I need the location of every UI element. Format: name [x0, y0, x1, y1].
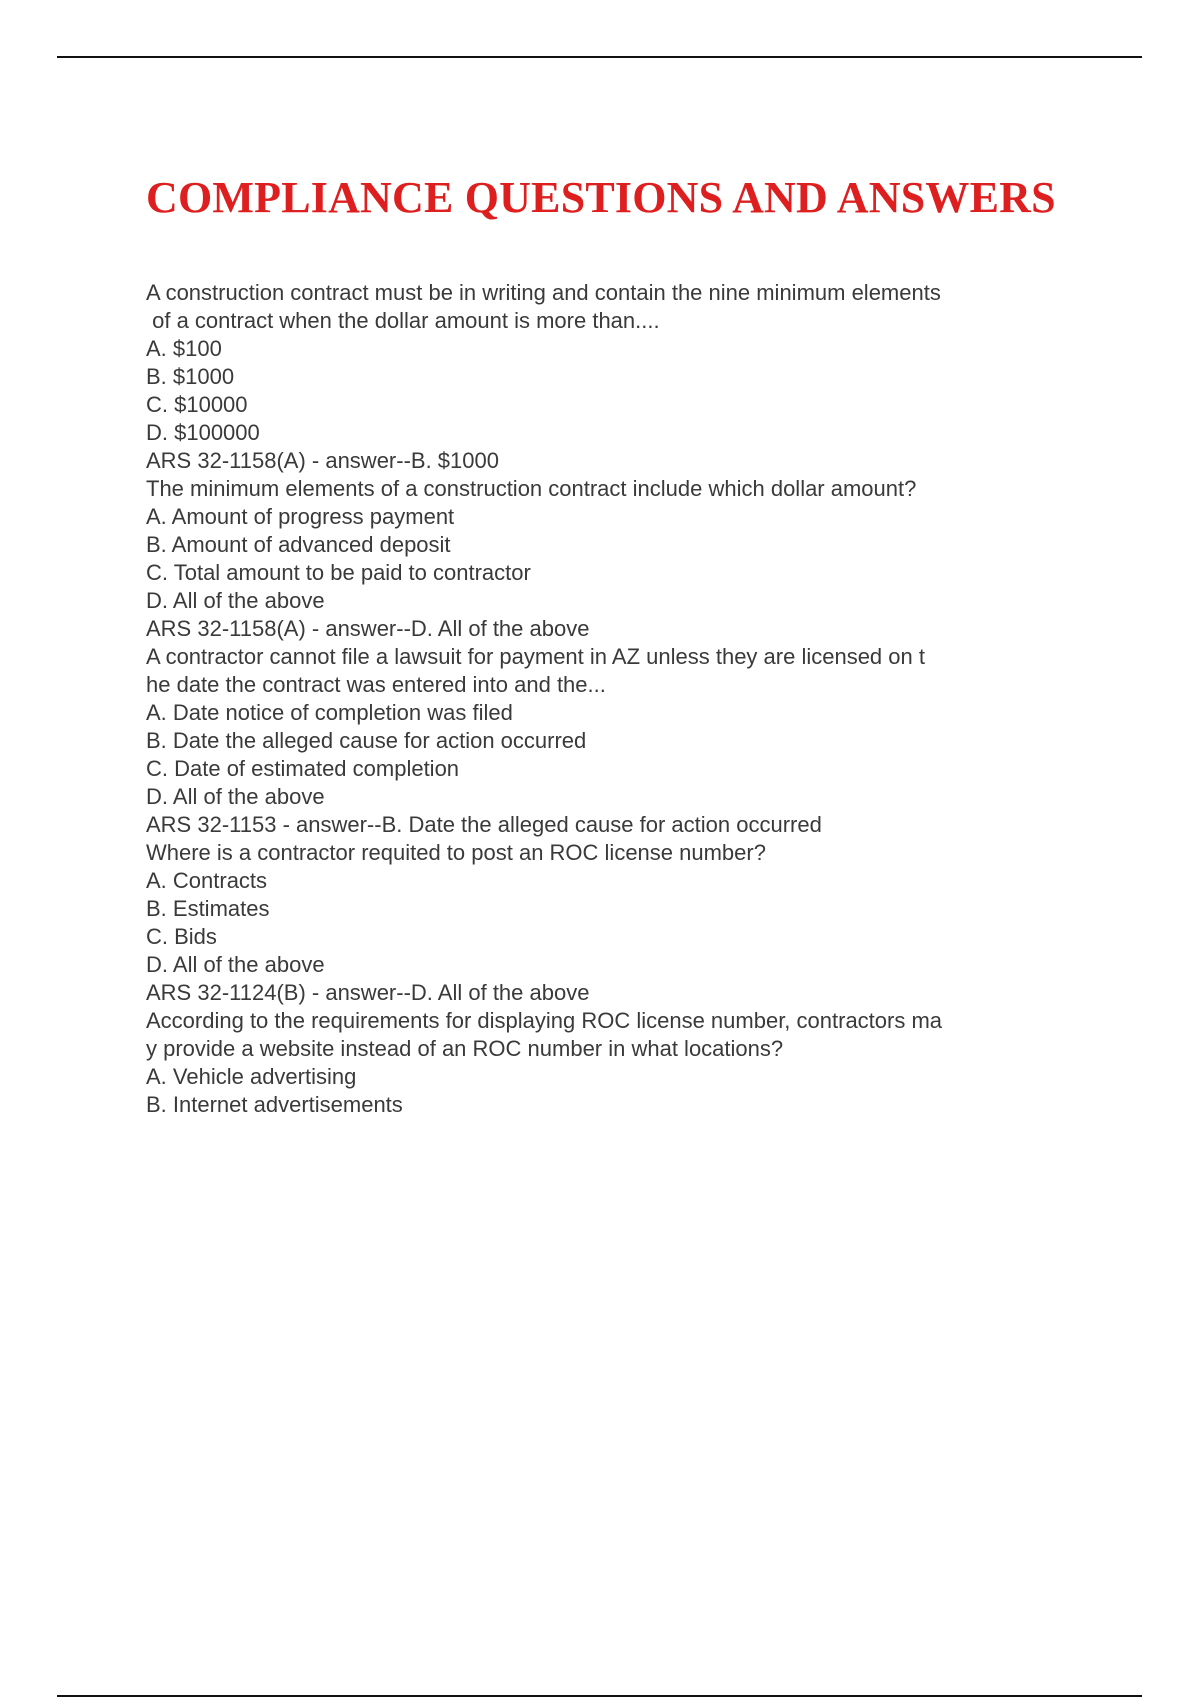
option-d: D. All of the above [146, 588, 325, 613]
option-a: A. Vehicle advertising [146, 1064, 357, 1089]
question-5 [146, 1007, 1066, 1063]
answer-2: ARS 32-1158(A) - answer--D. All of the above [146, 616, 590, 641]
question-3 [146, 643, 1066, 699]
option-c: C. Date of estimated completion [146, 756, 460, 781]
options-4 [146, 867, 1066, 979]
bottom-rule [57, 1695, 1142, 1697]
option-c: C. Bids [146, 924, 217, 949]
option-b: B. Date the alleged cause for action occurred [146, 728, 587, 753]
options-2 [146, 503, 1066, 615]
answer-4: ARS 32-1124(B) - answer--D. All of the above [146, 980, 590, 1005]
options-1 [146, 335, 1066, 447]
question-line: he date the contract was entered into and the... [146, 672, 606, 697]
question-line: Where is a contractor requited to post an ROC license number? [146, 840, 766, 865]
question-1 [146, 279, 1066, 335]
option-b: B. $1000 [146, 364, 235, 389]
question-line: y provide a website instead of an ROC number in what locations? [146, 1036, 784, 1061]
option-c: C. Total amount to be paid to contractor [146, 560, 531, 585]
question-line: According to the requirements for displaying ROC license number, contractors ma [146, 1008, 943, 1033]
option-a: A. Date notice of completion was filed [146, 700, 513, 725]
document-page [146, 170, 1066, 1119]
question-line: A construction contract must be in writing and contain the nine minimum elements [146, 280, 941, 305]
option-d: D. All of the above [146, 952, 325, 977]
top-rule [57, 56, 1142, 58]
option-b: B. Internet advertisements [146, 1092, 403, 1117]
question-2 [146, 475, 1066, 503]
options-5 [146, 1063, 1066, 1119]
answer-3: ARS 32-1153 - answer--B. Date the alleged cause for action occurred [146, 812, 822, 837]
document-title: COMPLIANCE QUESTIONS AND ANSWERS [146, 173, 1056, 222]
question-4 [146, 839, 1066, 867]
option-c: C. $10000 [146, 392, 248, 417]
answer-1: ARS 32-1158(A) - answer--B. $1000 [146, 448, 499, 473]
option-b: B. Amount of advanced deposit [146, 532, 451, 557]
option-a: A. Contracts [146, 868, 268, 893]
options-3 [146, 699, 1066, 811]
question-line: A contractor cannot file a lawsuit for payment in AZ unless they are licensed on t [146, 644, 925, 669]
option-d: D. All of the above [146, 784, 325, 809]
option-a: A. $100 [146, 336, 222, 361]
question-line: The minimum elements of a construction contract include which dollar amount? [146, 476, 917, 501]
option-d: D. $100000 [146, 420, 260, 445]
option-a: A. Amount of progress payment [146, 504, 455, 529]
document-body [146, 279, 1066, 1119]
option-b: B. Estimates [146, 896, 270, 921]
question-line: of a contract when the dollar amount is more than.... [146, 308, 660, 333]
